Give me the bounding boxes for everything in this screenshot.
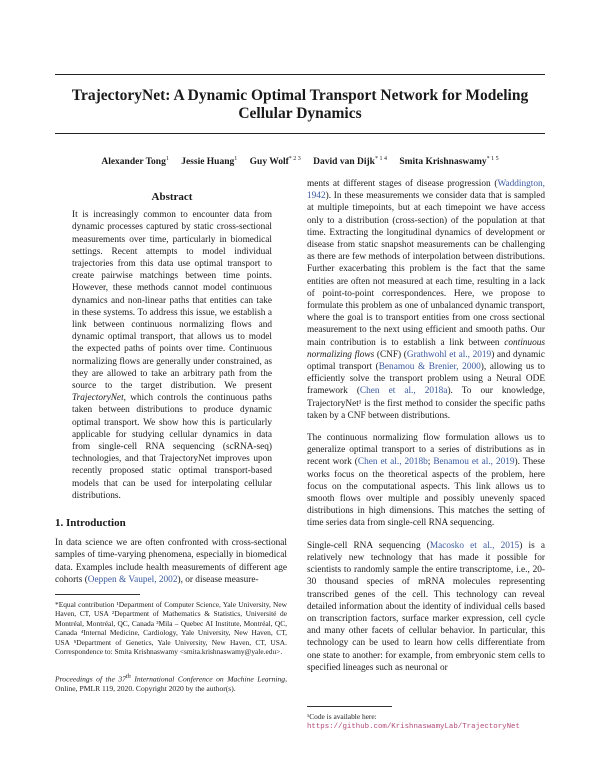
footnote-separator xyxy=(55,594,140,595)
author: Alexander Tong$^1$ xyxy=(101,156,169,168)
citation-link[interactable]: Chen et al., 2018a xyxy=(359,386,448,397)
intro-paragraph: In data science we are often confronted with cross-sectional samples of time-varying phenomena, especially in biomedical data. Examples include health measurements of different age cohorts (Oeppen & Vaupel, 2002), or disease measure- xyxy=(55,538,287,585)
author: Smita Krishnaswamy$^{* 1 5}$ xyxy=(399,156,499,168)
title-bottom-rule xyxy=(55,133,545,134)
abstract-heading: Abstract xyxy=(151,191,193,203)
introduction-section xyxy=(55,517,287,586)
right-column xyxy=(307,178,545,684)
citation-link[interactable]: Chen et al., 2018b xyxy=(357,457,428,468)
affiliation-footnote: *Equal contribution ¹Department of Computer Science, Yale University, New Haven, CT, USA ²Department of Mathematics & Statistics, Université de Montréal, Montréal, QC, Canada ³Mila – Quebec AI Institute, Montréal, QC, Canada ⁴Internal Medicine, Cardiology, Yale University, New Haven, CT, USA ⁵Department of Genetics, Yale University, New Haven, CT, USA. Correspondence to: Smita Krishnaswamy <smita.krishnaswamy@yale.edu>. xyxy=(55,594,287,656)
author: Jessie Huang$^1$ xyxy=(181,156,238,168)
paper-title: TrajectoryNet: A Dynamic Optimal Transport Network for Modeling Cellular Dynamics xyxy=(71,87,529,122)
body-paragraph: The continuous normalizing flow formulation allows us to generalize optimal transport to a series of distributions as in recent work (Chen et al., 2018b; Benamou et al., 2019). These works focus on the theoretical aspects of the problem, here focus on the computational aspects. This link allows us to smooth flows over multiple and possibly unevenly spaced distributions in high dimensions. This matches the setting of time series data from single-cell RNA sequencing. xyxy=(307,433,545,529)
body-paragraph: Single-cell RNA sequencing (Macosko et al., 2015) is a relatively new technology that has made it possible for scientists to randomly sample the entire transcriptome, i.e., 20-30 thousand species of mRNA molecules representing transcribed genes of the cell. This technology can reveal detailed information about the identity of individual cells based on transcription factors, surface marker expression, cell cycle and many other facets of cellular behavior. In particular, this technology can be used to learn how cells differentiate from one state to another: for example, from embryonic stem cells to specified lineages such as neuronal or xyxy=(307,540,546,673)
abstract-section xyxy=(72,191,272,502)
author-list xyxy=(55,156,545,167)
citation-link[interactable]: Grathwohl et al., 2019 xyxy=(406,349,492,360)
author: David van Dijk$^{* 1 4}$ xyxy=(313,156,387,168)
footnote-separator xyxy=(307,706,392,707)
section-heading: 1. Introduction xyxy=(55,517,126,529)
citation-link[interactable]: Waddington, 1942 xyxy=(307,179,545,202)
citation-link[interactable]: Macosko et al., 2015 xyxy=(429,540,520,551)
author: Guy Wolf$^{* 2 3}$ xyxy=(249,156,301,168)
body-paragraph: ments at different stages of disease progression (Waddington, 1942). In these measurements we consider data that is sampled at multiple timepoints, but at each timepoint we have access only to a distribution (cross-section) of the population at that time. Extracting the longitudinal dynamics of development or disease from static snapshot measurements can be challenging as there are few methods of interpolation between distributions. Further exacerbating this problem is the fact that the same entities are often not measured at each time, resulting in a lack of point-to-point correspondences. Here, we propose to formulate this problem as one of unbalanced dynamic transport, where the goal is to transport entities from one cross sectional measurement to the next using efficient and smooth paths. Our main contribution is to establish a link between continuous normalizing flows (CNF) (Grathwohl et al., 2019) and dynamic optimal transport (Benamou & Brenier, 2000), allowing us to efficiently solve the transport problem using a Neural ODE framework (Chen et al., 2018a). To our knowledge, TrajectoryNet¹ is the first method to consider the specific paths taken by a CNF between distributions. xyxy=(307,179,546,421)
citation-link[interactable]: Benamou & Brenier, 2000 xyxy=(378,362,481,373)
citation-link[interactable]: Oeppen & Vaupel, 2002 xyxy=(87,574,178,585)
abstract-body: It is increasingly common to encounter data from dynamic processes captured by static cross-sectional measurements over time, particularly in biomedical settings. Recent attempts to model individual trajectories from this data use optimal transport to create pairwise matchings between time points. However, these methods cannot model continuous dynamics and non-linear paths that entities can take in these systems. To address this issue, we establish a link between continuous normalizing flows and dynamic optimal transport, that allows us to model the expected paths of points over time. Continuous normalizing flows are generally under constrained, as they are allowed to take an arbitrary path from the source to the target distribution. We present TrajectoryNet, which controls the continuous paths taken between distributions to produce dynamic optimal transport. We show how this is particularly applicable for studying cellular dynamics in data from single-cell RNA sequencing (scRNA-seq) technologies, and that TrajectoryNet improves upon recently proposed static optimal transport-based models that can be used for interpolating cellular distributions. xyxy=(72,210,272,501)
citation-link[interactable]: Benamou et al., 2019 xyxy=(433,457,515,468)
title-top-rule xyxy=(55,74,545,75)
code-footnote: ¹Code is available here: https://github.com/KrishnaswamyLab/TrajectoryNet xyxy=(307,706,545,733)
code-url-link[interactable]: https://github.com/KrishnaswamyLab/TrajectoryNet xyxy=(307,723,520,732)
proceedings-note: Proceedings of the 37th International Conference on Machine Learning, Online, PMLR 119, 2020. Copyright 2020 by the author(s). xyxy=(55,673,287,694)
